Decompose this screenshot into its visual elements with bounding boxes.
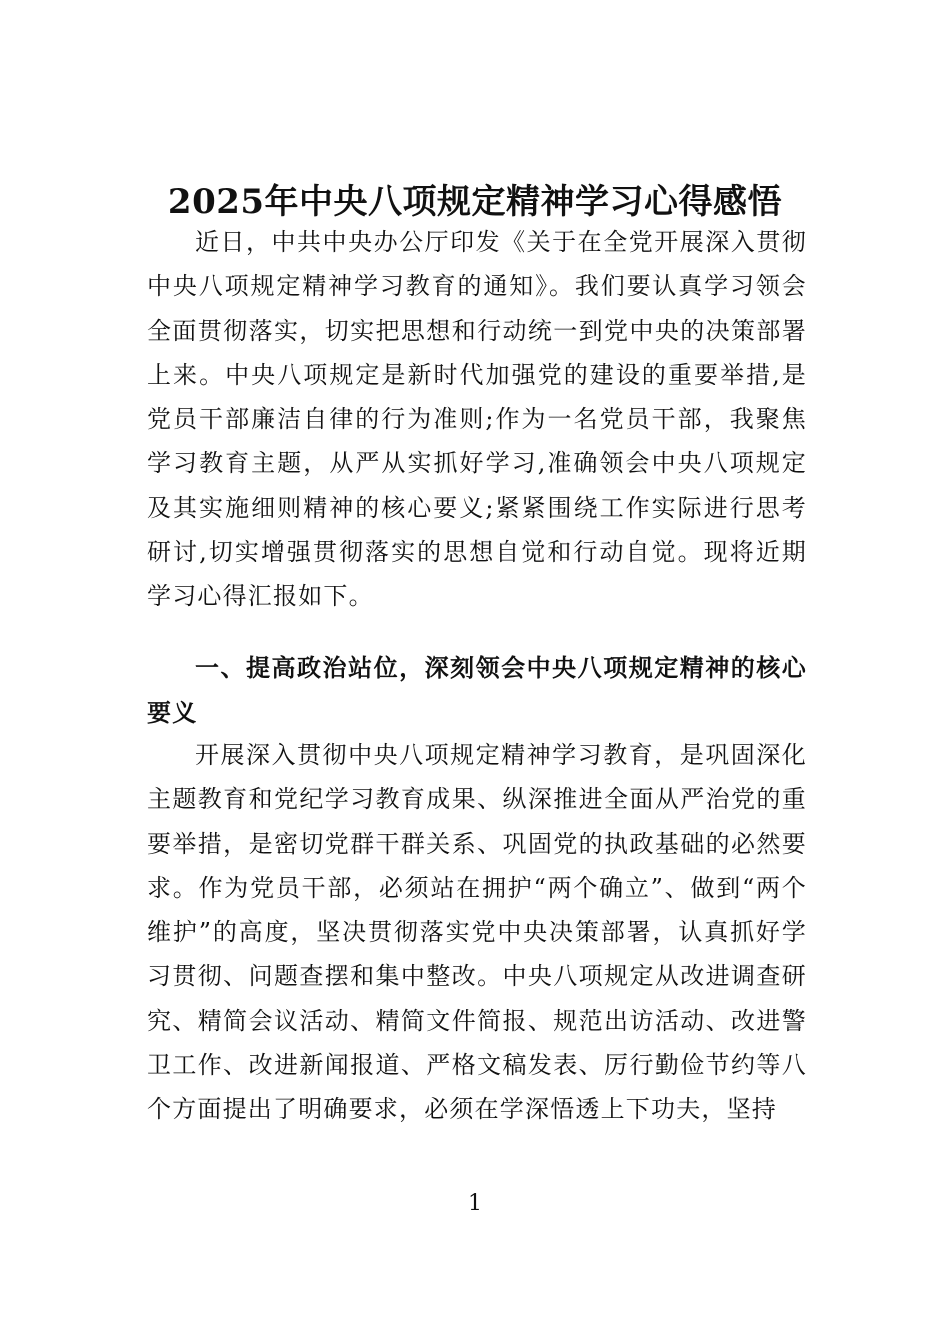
document-title: 2025年中央八项规定精神学习心得感悟 (167, 182, 783, 222)
section-heading-1: 一、提高政治站位，深刻领会中央八项规定精神的核心要义 (147, 654, 807, 727)
page-number: 1 (468, 1191, 482, 1216)
intro-paragraph: 近日，中共中央办公厅印发《关于在全党开展深入贯彻中央八项规定精神学习教育的通知》。我们要认真学习领会全面贯彻落实，切实把思想和行动统一到党中央的决策部署上来。中央八项规定是新时代加强党的建设的重要举措,是党员干部廉洁自律的行为准则;作为一名党员干部，我聚焦学习教育主题，从严从实抓好学习,准确领会中央八项规定及其实施细则精神的核心要义;紧紧围绕工作实际进行思考研讨,切实增强贯彻落实的思想自觉和行动自觉。现将近期学习心得汇报如下。 (147, 228, 807, 611)
section-1-paragraph: 开展深入贯彻中央八项规定精神学习教育，是巩固深化主题教育和党纪学习教育成果、纵深推进全面从严治党的重要举措，是密切党群干群关系、巩固党的执政基础的必然要求。作为党员干部，必须站在拥护“两个确立”、做到“两个维护”的高度，坚决贯彻落实党中央决策部署，认真抓好学习贯彻、问题查摆和集中整改。中央八项规定从改进调查研究、精简会议活动、精简文件简报、规范出访活动、改进警卫工作、改进新闻报道、严格文稿发表、厉行勤俭节约等八个方面提出了明确要求，必须在学深悟透上下功夫，坚持 (147, 741, 807, 1124)
